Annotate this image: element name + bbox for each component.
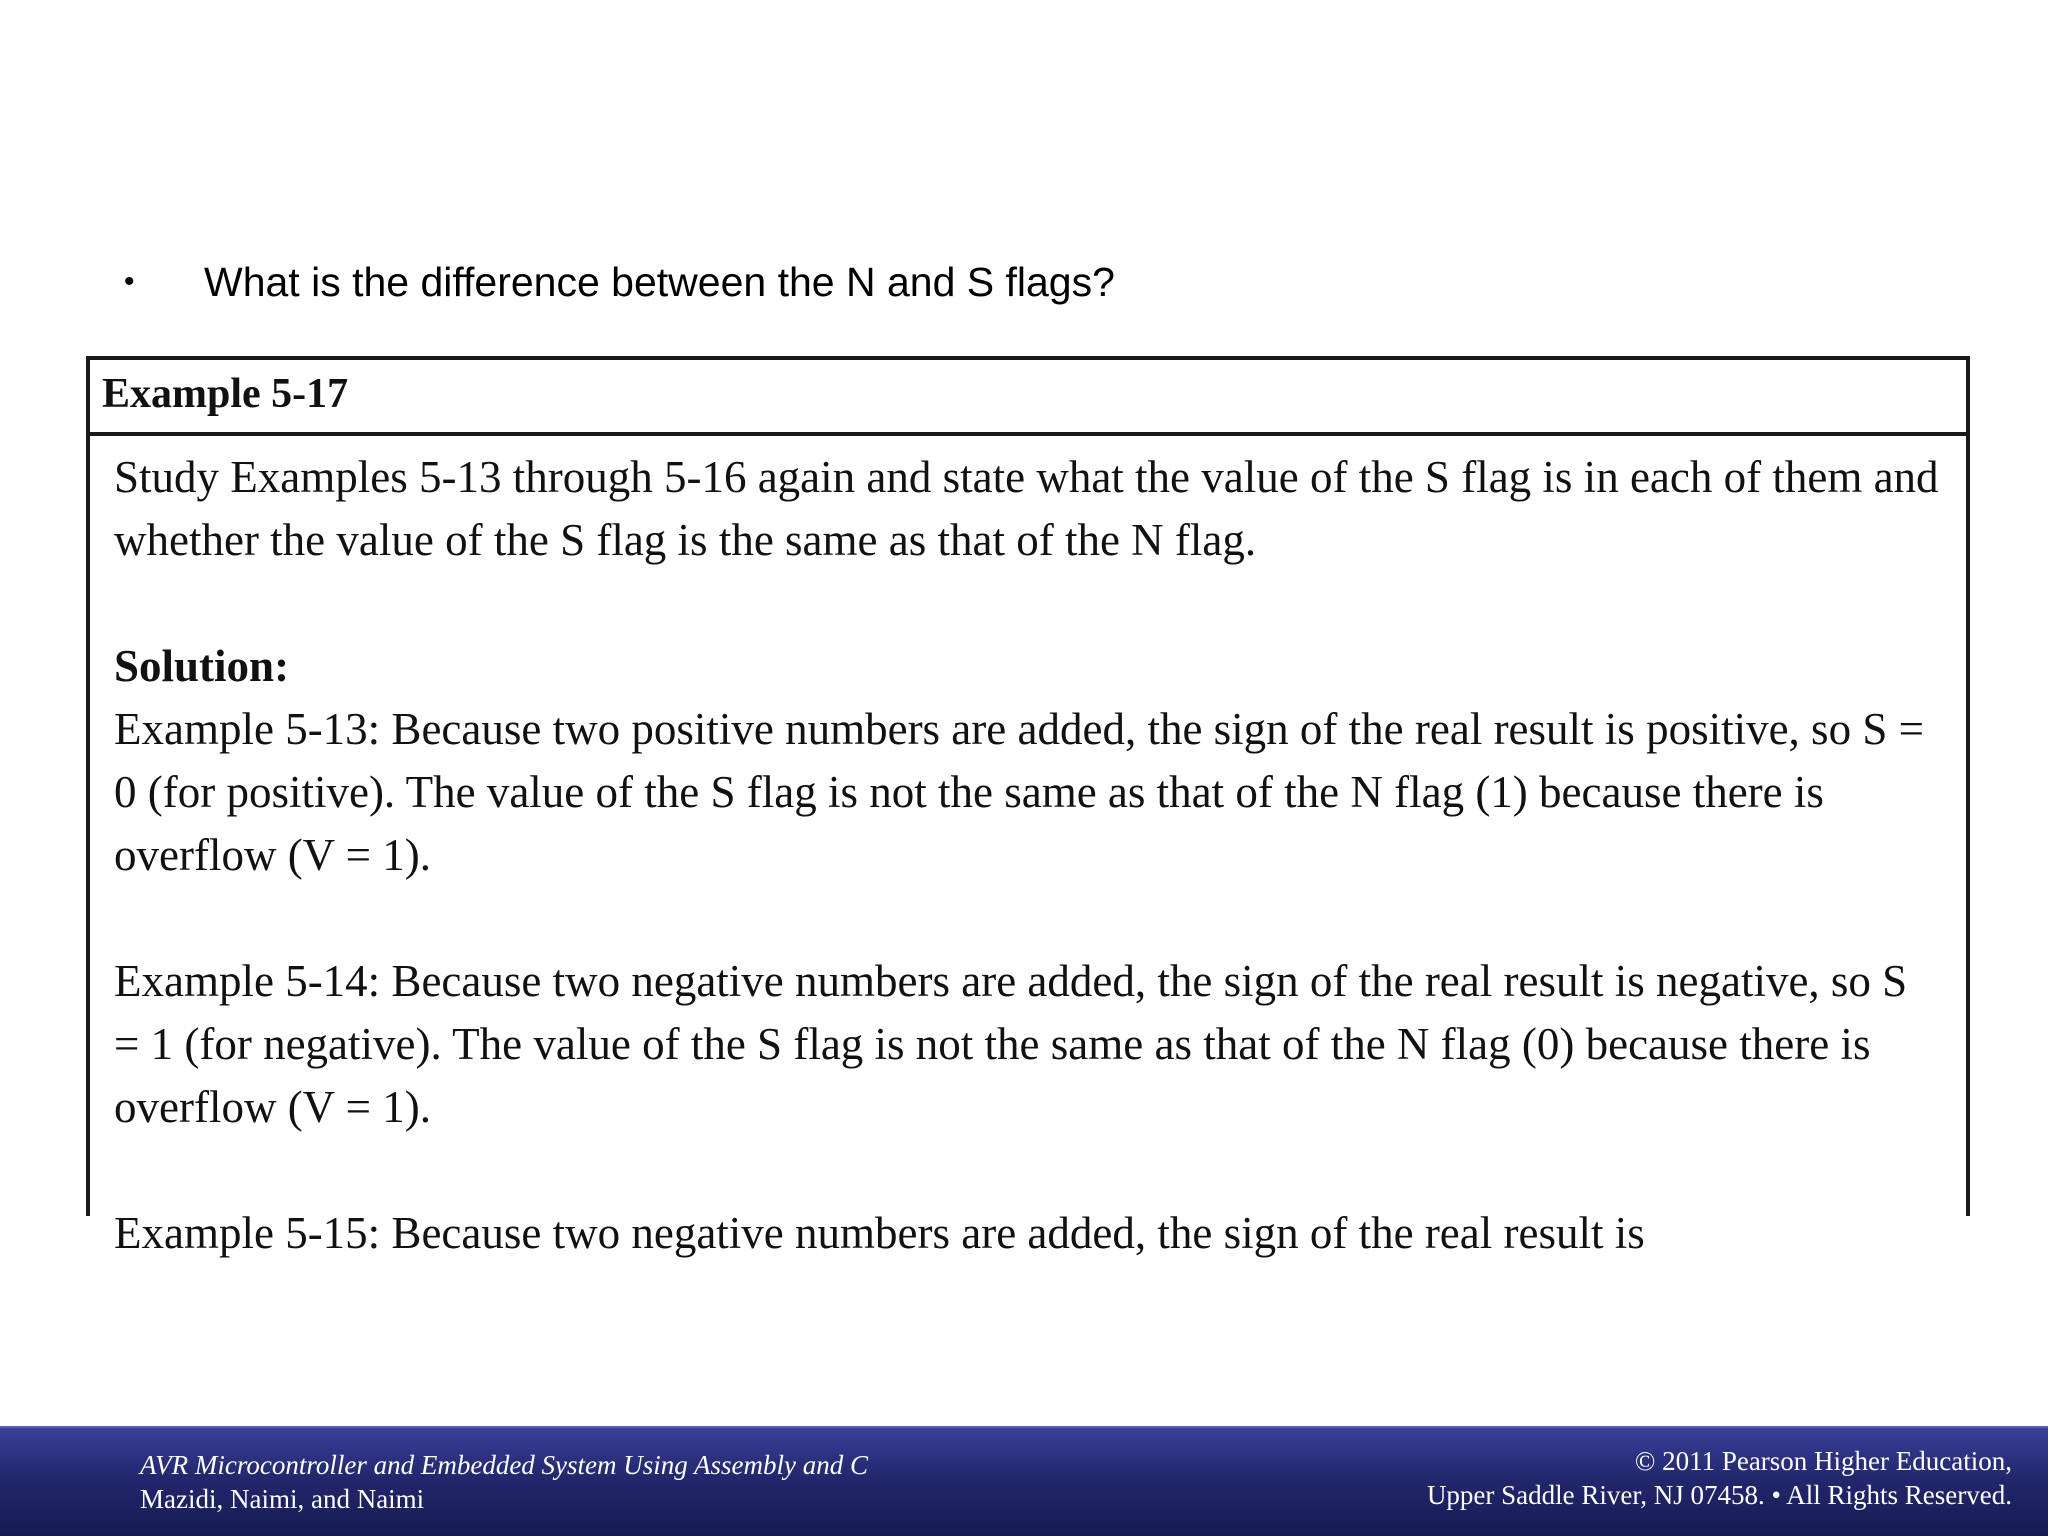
solution-paragraph-5-14: Example 5-14: Because two negative numbers are added, the sign of the real result is negative, so S = 1 (for negative). The value of the S flag is not the same as that of the N flag (0) because there is overflow (V = 1). — [114, 956, 1908, 1132]
footer-copyright-line2: Upper Saddle River, NJ 07458. • All Rights Reserved. — [1426, 1480, 2012, 1510]
footer-copyright — [1427, 1444, 2012, 1512]
solution-paragraph-5-13: Example 5-13: Because two positive numbers are added, the sign of the real result is positive, so S = 0 (for positive). The value of the S flag is not the same as that of the N flag (1) because there is overflow (V = 1). — [114, 704, 1924, 880]
example-prompt: Study Examples 5-13 through 5-16 again and state what the value of the S flag is in each of them and whether the value of the S flag is the same as that of the N flag. — [114, 452, 1939, 565]
footer-book-title: AVR Microcontroller and Embedded System Using Assembly and C — [140, 1450, 869, 1480]
bullet-icon: • — [124, 265, 135, 298]
slide-footer — [0, 1426, 2048, 1536]
footer-authors: Mazidi, Naimi, and Naimi — [140, 1484, 425, 1514]
spacer — [114, 1139, 1942, 1202]
question-text: What is the difference between the N and S flags? — [204, 259, 1115, 305]
question-bullet-item — [120, 256, 1115, 308]
footer-book-info — [140, 1448, 868, 1516]
solution-label: Solution: — [114, 641, 290, 691]
footer-copyright-line1: © 2011 Pearson Higher Education, — [1634, 1446, 2012, 1476]
solution-paragraph-5-15: Example 5-15: Because two negative numbers are added, the sign of the real result is — [114, 1208, 1645, 1258]
example-title: Example 5-17 — [90, 360, 1966, 436]
example-box — [86, 356, 1970, 1258]
example-body — [90, 436, 1966, 1265]
spacer — [114, 572, 1942, 635]
spacer — [114, 887, 1942, 950]
